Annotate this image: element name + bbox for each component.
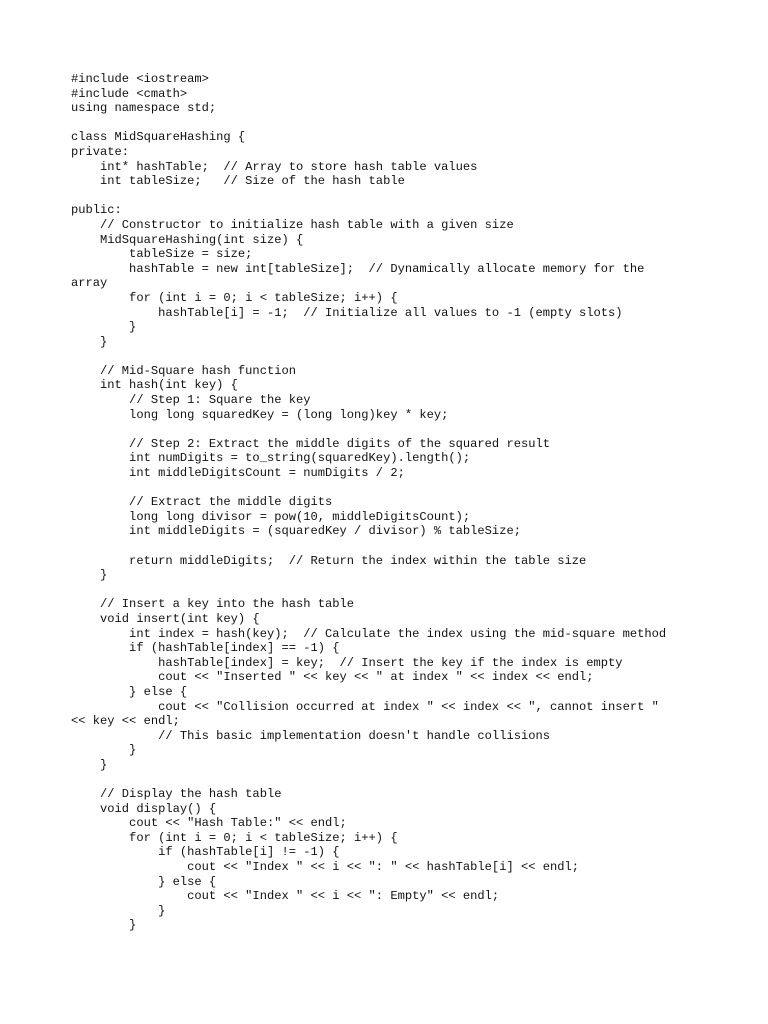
code-line: for (int i = 0; i < tableSize; i++) { <box>71 290 398 305</box>
code-line: int* hashTable; // Array to store hash table values <box>71 159 478 174</box>
code-line: } <box>71 568 108 583</box>
code-line: cout << "Inserted " << key << " at index " << index << endl; <box>71 670 594 685</box>
code-line: int hash(int key) { <box>71 378 238 393</box>
code-line: using namespace std; <box>71 101 217 116</box>
code-line: MidSquareHashing(int size) { <box>71 232 304 247</box>
code-line: if (hashTable[index] == -1) { <box>71 641 340 656</box>
code-line <box>71 481 761 496</box>
code-line: // This basic implementation doesn't handle collisions <box>71 728 550 743</box>
code-line: void insert(int key) { <box>71 611 260 626</box>
code-line: // Display the hash table <box>71 787 282 802</box>
code-line: } <box>71 903 166 918</box>
code-line: array <box>71 276 108 291</box>
code-line: } else { <box>71 684 188 699</box>
code-line: int middleDigits = (squaredKey / divisor) % tableSize; <box>71 524 521 539</box>
code-block <box>71 72 761 933</box>
code-line: public: <box>71 203 122 218</box>
code-line: #include <iostream> <box>71 72 209 86</box>
code-line <box>71 773 761 788</box>
code-line: long long squaredKey = (long long)key * key; <box>71 407 449 422</box>
code-line: // Step 1: Square the key <box>71 393 311 408</box>
code-line <box>71 422 761 437</box>
code-line: class MidSquareHashing { <box>71 130 246 145</box>
code-line: hashTable[index] = key; // Insert the key if the index is empty <box>71 655 623 670</box>
code-line: } <box>71 334 108 349</box>
code-line: cout << "Index " << i << ": Empty" << endl; <box>71 889 500 904</box>
code-line: // Mid-Square hash function <box>71 363 296 378</box>
code-line: int index = hash(key); // Calculate the index using the mid-square method <box>71 626 667 641</box>
code-line: cout << "Collision occurred at index " << index << ", cannot insert " <box>71 699 659 714</box>
code-line <box>71 116 761 131</box>
code-line: } <box>71 743 137 758</box>
code-line: tableSize = size; <box>71 247 253 262</box>
code-line: cout << "Index " << i << ": " << hashTable[i] << endl; <box>71 860 580 875</box>
code-line: } else { <box>71 874 217 889</box>
code-line: hashTable[i] = -1; // Initialize all values to -1 (empty slots) <box>71 305 623 320</box>
code-line: long long divisor = pow(10, middleDigitsCount); <box>71 509 471 524</box>
code-line: int numDigits = to_string(squaredKey).length(); <box>71 451 471 466</box>
code-line <box>71 349 761 364</box>
code-line: // Step 2: Extract the middle digits of the squared result <box>71 436 550 451</box>
code-line: private: <box>71 144 130 159</box>
code-line: // Insert a key into the hash table <box>71 597 355 612</box>
code-line: // Constructor to initialize hash table with a given size <box>71 217 514 232</box>
code-line: // Extract the middle digits <box>71 495 333 510</box>
code-line: int middleDigitsCount = numDigits / 2; <box>71 466 405 481</box>
code-line: #include <cmath> <box>71 86 188 101</box>
code-line: int tableSize; // Size of the hash table <box>71 174 405 189</box>
code-line: return middleDigits; // Return the index within the table size <box>71 553 587 568</box>
code-line: for (int i = 0; i < tableSize; i++) { <box>71 830 398 845</box>
code-line: } <box>71 320 137 335</box>
code-line: } <box>71 757 108 772</box>
code-line: << key << endl; <box>71 714 180 729</box>
code-line: hashTable = new int[tableSize]; // Dynamically allocate memory for the <box>71 261 645 276</box>
code-line <box>71 539 761 554</box>
code-line: if (hashTable[i] != -1) { <box>71 845 340 860</box>
code-line <box>71 583 761 598</box>
code-line: cout << "Hash Table:" << endl; <box>71 816 347 831</box>
code-line: void display() { <box>71 801 217 816</box>
code-line <box>71 189 761 204</box>
code-line: } <box>71 918 137 933</box>
